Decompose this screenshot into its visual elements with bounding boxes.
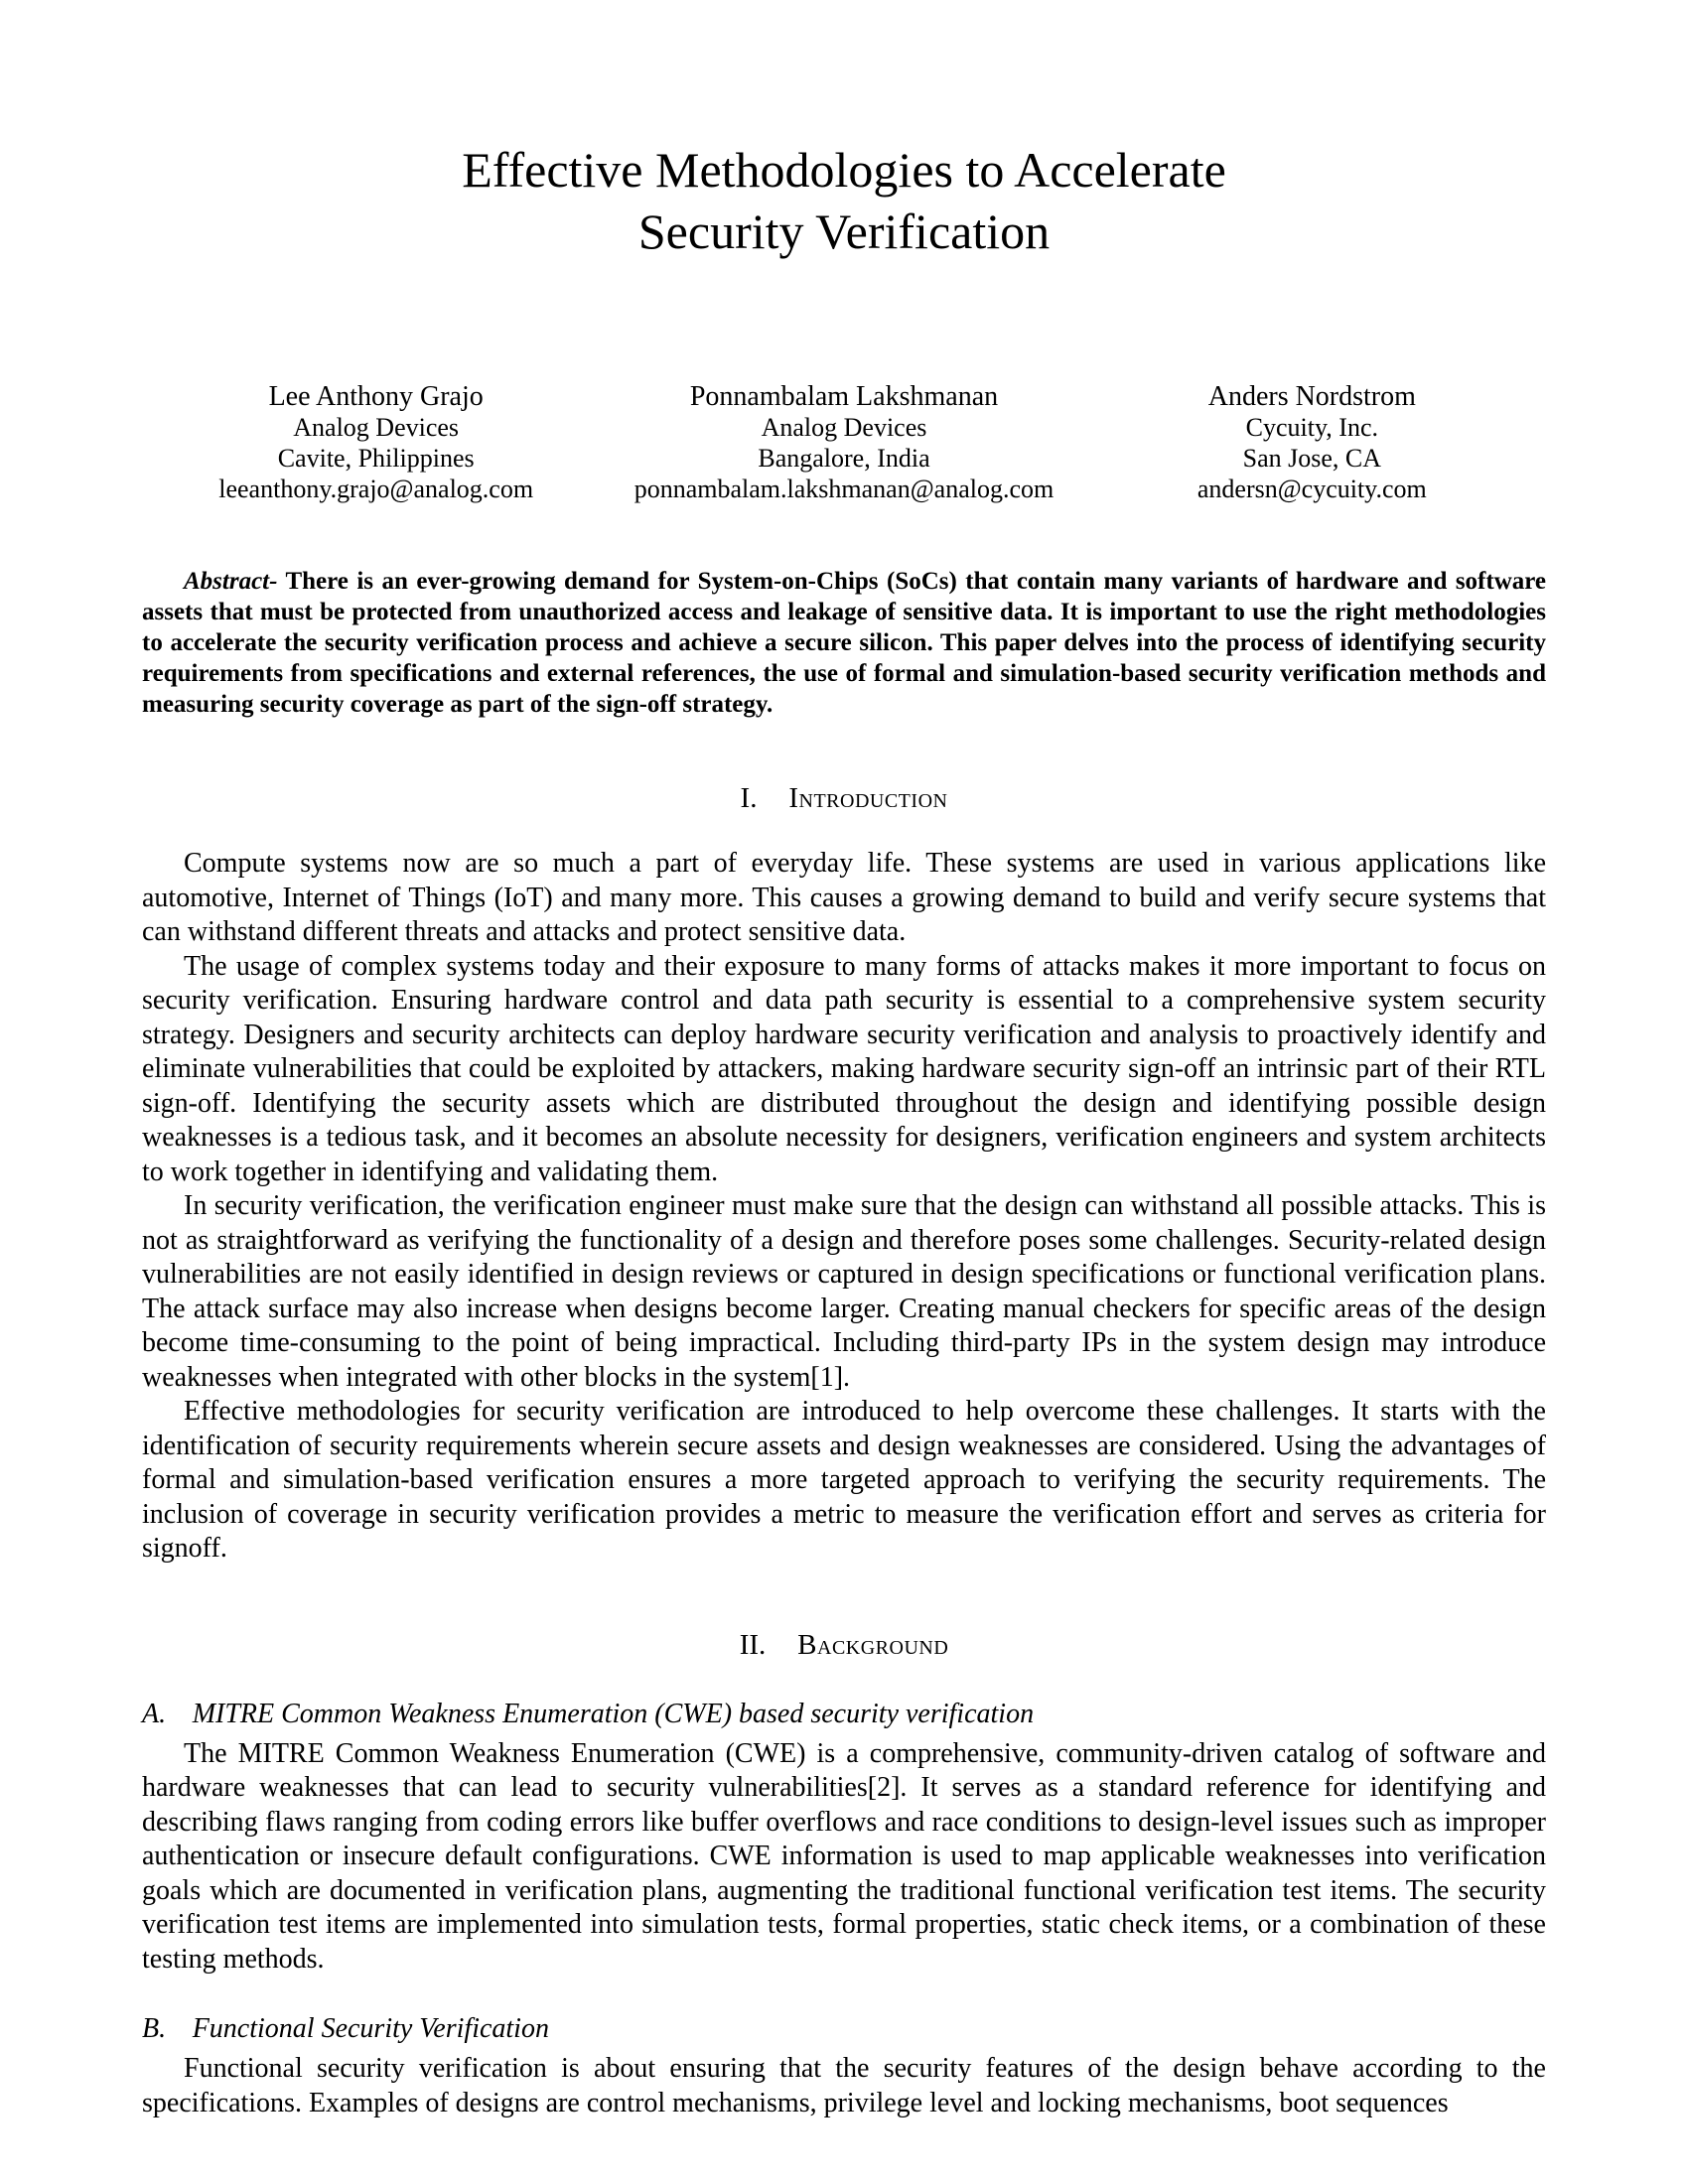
section-title: Introduction [788, 782, 948, 814]
author-1-name: Lee Anthony Grajo [268, 381, 484, 412]
background-paragraph-cwe: The MITRE Common Weakness Enumeration (CWE) is a comprehensive, community-driven catalog of software and hardware weaknesses that can lead to security vulnerabilities[2]. It serves as a standard reference for identifying and describing flaws ranging from coding errors like buffer overflows and race conditions to design-level issues such as improper authentication or insecure default configurations. CWE information is used to map applicable weaknesses into verification goals which are documented in verification plans, augmenting the traditional functional verification test items. The security verification test items are implemented into simulation tests, formal properties, static check items, or a combination of these testing methods. [142, 1737, 1546, 1975]
author-3-affiliation: Cycuity, Inc. [1245, 413, 1378, 442]
subsection-letter: B. [142, 2013, 167, 2044]
paper-title [142, 139, 1546, 262]
intro-paragraph-4: Effective methodologies for security verification are introduced to help overcome these challenges. It starts with the identification of security requirements wherein secure assets and design weaknesses are considered. Using the advantages of formal and simulation-based verification ensures a more targeted approach to verifying the security requirements. The inclusion of coverage in security verification provides a metric to measure the verification effort and serves as criteria for signoff. [142, 1396, 1546, 1564]
author-3 [1078, 381, 1546, 504]
subsection-title: MITRE Common Weakness Enumeration (CWE) based security verification [192, 1698, 1035, 1729]
author-1 [142, 381, 610, 504]
subsection-title: Functional Security Verification [192, 2013, 549, 2044]
section-number: II. [739, 1628, 767, 1661]
section-number: I. [740, 782, 758, 814]
section-title: Background [797, 1628, 949, 1661]
author-2-location: Bangalore, India [758, 444, 930, 473]
author-3-email: andersn@cycuity.com [1196, 475, 1427, 503]
subsection-heading-functional [142, 2012, 1546, 2046]
abstract-paragraph [142, 566, 1546, 720]
paper-title-line1: Effective Methodologies to Accelerate [462, 142, 1226, 198]
section-heading-background [142, 1628, 1546, 1662]
intro-paragraph-1: Compute systems now are so much a part of everyday life. These systems are used in various applications like automotive, Internet of Things (IoT) and many more. This causes a growing demand to build and verify secure systems that can withstand different threats and attacks and protect sensitive data. [142, 848, 1546, 947]
author-3-name: Anders Nordstrom [1207, 381, 1416, 412]
author-1-location: Cavite, Philippines [277, 444, 475, 473]
author-3-location: San Jose, CA [1242, 444, 1382, 473]
author-2-name: Ponnambalam Lakshmanan [689, 381, 999, 412]
abstract-label: Abstract- [184, 568, 278, 595]
intro-paragraph-3: In security verification, the verification engineer must make sure that the design can withstand all possible attacks. This is not as straightforward as verifying the functionality of a design and therefore poses some challenges. Security-related design vulnerabilities are not easily identified in design reviews or captured in design specifications or functional verification plans. The attack surface may also increase when designs become larger. Creating manual checkers for specific areas of the design become time-consuming to the point of being impractical. Including third-party IPs in the system design may introduce weaknesses when integrated with other blocks in the system[1]. [142, 1190, 1546, 1393]
author-2-email: ponnambalam.lakshmanan@analog.com [633, 475, 1055, 503]
author-1-email: leeanthony.grajo@analog.com [218, 475, 534, 503]
author-block [142, 381, 1546, 504]
author-2 [610, 381, 1077, 504]
subsection-heading-cwe [142, 1698, 1546, 1731]
author-2-affiliation: Analog Devices [761, 413, 927, 442]
subsection-letter: A. [142, 1698, 167, 1729]
author-1-affiliation: Analog Devices [293, 413, 460, 442]
intro-paragraph-2: The usage of complex systems today and their exposure to many forms of attacks makes it more important to focus on security verification. Ensuring hardware control and data path security is essential to a comprehensive system security strategy. Designers and security architects can deploy hardware security verification and analysis to proactively identify and eliminate vulnerabilities that could be exploited by attackers, making hardware security sign-off an intrinsic part of their RTL sign-off. Identifying the security assets which are distributed throughout the design and identifying possible design weaknesses is a tedious task, and it becomes an absolute necessity for designers, verification engineers and system architects to work together in identifying and validating them. [142, 950, 1546, 1187]
section-heading-introduction [142, 781, 1546, 815]
paper-title-line2: Security Verification [637, 204, 1051, 259]
background-paragraph-functional: Functional security verification is about ensuring that the security features of the design behave according to the specifications. Examples of designs are control mechanisms, privilege level and locking mechanisms, boot sequences [142, 2053, 1546, 2118]
abstract-text: There is an ever-growing demand for System-on-Chips (SoCs) that contain many variants of hardware and software assets that must be protected from unauthorized access and leakage of sensitive data. It is important to use the right methodologies to accelerate the security verification process and achieve a secure silicon. This paper delves into the process of identifying security requirements from specifications and external references, the use of formal and simulation-based security verification methods and measuring security coverage as part of the sign-off strategy. [142, 568, 1546, 718]
